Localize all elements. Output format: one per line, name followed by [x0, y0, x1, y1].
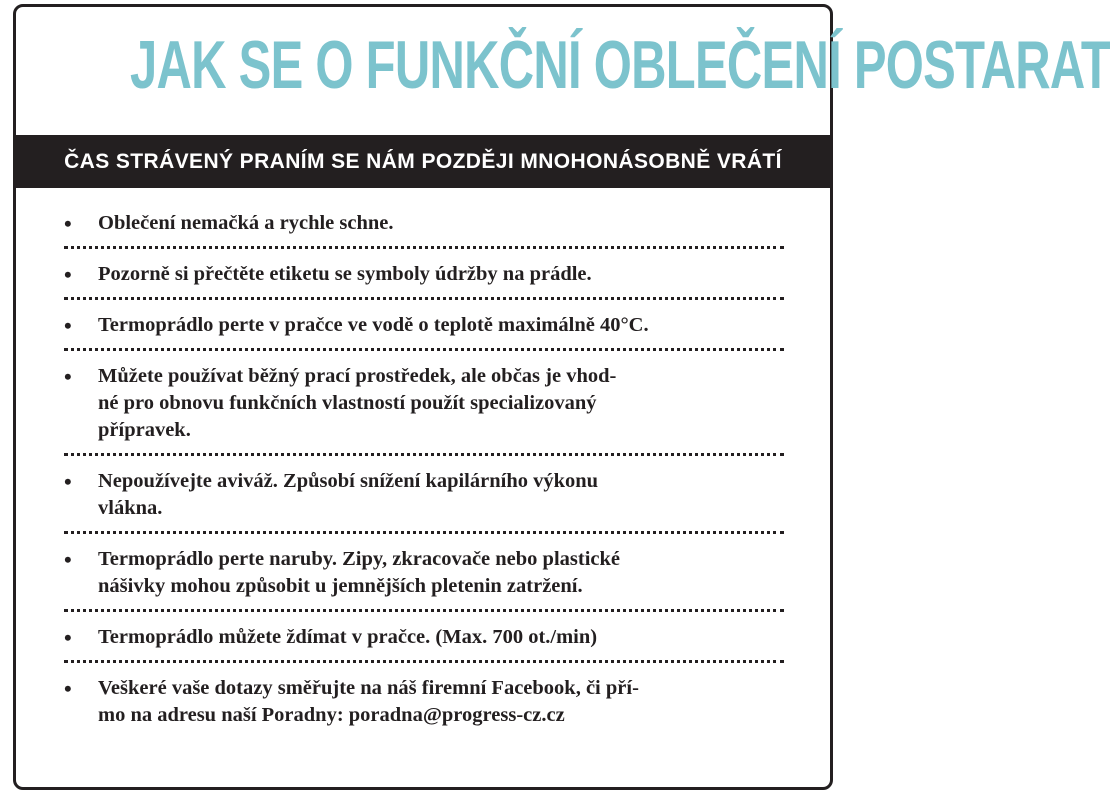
list-item-text: Nepoužívejte aviváž. Způsobí snížení kapilárního výkonu vlákna.: [98, 470, 599, 519]
dotted-divider: [64, 246, 784, 249]
bullet-icon: •: [64, 364, 72, 389]
care-tips-list: [16, 210, 830, 729]
dotted-divider: [64, 297, 784, 300]
list-item: [16, 312, 830, 351]
bullet-icon: •: [64, 211, 72, 236]
info-card: [13, 4, 1110, 790]
list-item: [16, 468, 830, 534]
subtitle-bar: [16, 135, 830, 188]
list-item-text: Pozorně si přečtěte etiketu se symboly údržby na prádle.: [98, 263, 592, 285]
bullet-icon: •: [64, 469, 72, 494]
dotted-divider: [64, 609, 784, 612]
dotted-divider: [64, 660, 784, 663]
list-item: [16, 624, 830, 663]
bullet-icon: •: [64, 262, 72, 287]
list-item: [16, 261, 830, 300]
dotted-divider: [64, 453, 784, 456]
list-item: [16, 546, 830, 612]
list-item: [16, 210, 830, 249]
list-item-text: Můžete používat běžný prací prostředek, ale občas je vhod- né pro obnovu funkčních vlastností použít specializovaný přípravek.: [98, 365, 617, 441]
list-item-text: Veškeré vaše dotazy směřujte na náš firemní Facebook, či pří- mo na adresu naší Poradny: poradna@progress-cz.cz: [98, 677, 639, 726]
subtitle: ČAS STRÁVENÝ PRANÍM SE NÁM POZDĚJI MNOHONÁSOBNĚ VRÁTÍ: [64, 149, 782, 173]
list-item-text: Termoprádlo perte v pračce ve vodě o teplotě maximálně 40°C.: [98, 314, 649, 336]
bullet-icon: •: [64, 313, 72, 338]
bullet-icon: •: [64, 625, 72, 650]
bullet-icon: •: [64, 547, 72, 572]
list-item: [16, 363, 830, 456]
page-title: JAK SE O FUNKČNÍ OBLEČENÍ POSTARAT: [129, 27, 1110, 103]
list-item: [16, 675, 830, 729]
dotted-divider: [64, 348, 784, 351]
list-item-text: Termoprádlo perte naruby. Zipy, zkracovače nebo plastické nášivky mohou způsobit u jemnějších pletenin zatržení.: [98, 548, 620, 597]
list-item-text: Termoprádlo můžete ždímat v pračce. (Max. 700 ot./min): [98, 626, 598, 648]
dotted-divider: [64, 531, 784, 534]
list-item-text: Oblečení nemačká a rychle schne.: [98, 212, 394, 234]
bullet-icon: •: [64, 676, 72, 701]
